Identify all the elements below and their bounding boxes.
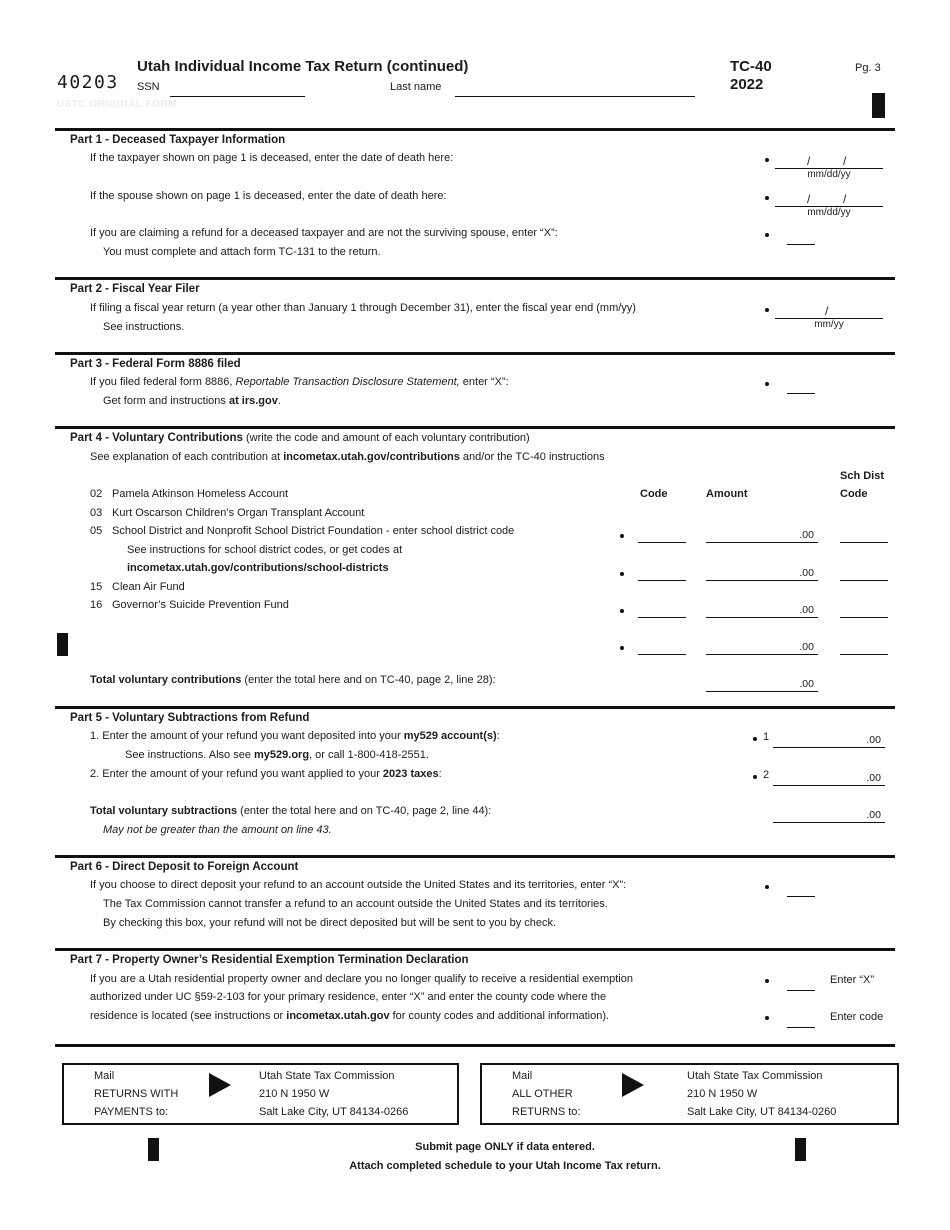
column-header-code: Code [640, 488, 668, 500]
registration-mark [872, 93, 885, 118]
field-bullet [765, 196, 769, 200]
footer-line2: Attach completed schedule to your Utah Income Tax return. [349, 1160, 661, 1172]
date-separator: / [825, 304, 829, 318]
part6-title: Part 6 - Direct Deposit to Foreign Account [70, 861, 299, 873]
part7-line1: If you are a Utah residential property owner and declare you no longer qualify to receive a residential exemption [90, 973, 633, 985]
mail-payments-box [62, 1063, 459, 1125]
section-divider [55, 128, 895, 131]
field-bullet [753, 775, 757, 779]
ssn-label: SSN [137, 81, 160, 93]
field-bullet [765, 979, 769, 983]
cents-placeholder: .00 [866, 734, 881, 746]
section-divider [55, 277, 895, 280]
mail-label: Mail [512, 1070, 533, 1082]
part4-title: Part 4 - Voluntary Contributions (write the code and amount of each voluntary contribution) [70, 432, 530, 444]
mail-label: RETURNS WITH [94, 1088, 179, 1100]
field-bullet [753, 737, 757, 741]
mail-address: 210 N 1950 W [687, 1088, 758, 1100]
contribution-schdist-field[interactable] [840, 638, 888, 655]
cents-placeholder: .00 [866, 772, 881, 784]
contribution-item-num: 16 [90, 599, 103, 611]
field-number: 2 [763, 769, 770, 781]
field-bullet [765, 1016, 769, 1020]
date-separator: / [807, 192, 811, 206]
part1-taxpayer-line: If the taxpayer shown on page 1 is deceased, enter the date of death here: [90, 152, 454, 164]
contribution-amount-field[interactable] [706, 564, 818, 581]
field-bullet [620, 609, 624, 613]
cents-placeholder: .00 [799, 529, 814, 541]
mail-address: Salt Lake City, UT 84134-0260 [687, 1106, 837, 1118]
form8886-x-field[interactable] [787, 377, 815, 394]
mail-label: ALL OTHER [512, 1088, 573, 1100]
mail-address: 210 N 1950 W [259, 1088, 330, 1100]
last-name-input-line[interactable] [455, 80, 695, 97]
form-scanline-number: 40203 [57, 72, 119, 93]
watermark: USTC ORIGINAL FORM [57, 99, 177, 110]
cents-placeholder: .00 [799, 678, 814, 690]
foreign-account-x-field[interactable] [787, 880, 815, 897]
column-header-schdist-code: Code [840, 488, 868, 500]
part7-line3: residence is located (see instructions or incometax.utah.gov for county codes and additional information). [90, 1010, 610, 1022]
part4-item05-note2: incometax.utah.gov/contributions/school-districts [127, 562, 389, 574]
part5-line1: 1. Enter the amount of your refund you want deposited into your my529 account(s): [90, 730, 500, 742]
part6-line1: If you choose to direct deposit your refund to an account outside the United States and its territories, enter “X”: [90, 879, 627, 891]
part2-line2: See instructions. [103, 321, 185, 333]
section-divider [55, 855, 895, 858]
part5-line2: 2. Enter the amount of your refund you want applied to your 2023 taxes: [90, 768, 442, 780]
section-divider [55, 426, 895, 429]
my529-amount-field[interactable] [773, 731, 885, 748]
contribution-code-field[interactable] [638, 601, 686, 618]
cents-placeholder: .00 [799, 567, 814, 579]
deceased-refund-x-field[interactable] [787, 228, 815, 245]
contribution-amount-field[interactable] [706, 526, 818, 543]
mail-address: Utah State Tax Commission [259, 1070, 395, 1082]
section-divider [55, 352, 895, 355]
contribution-item-num: 02 [90, 488, 103, 500]
part6-line3: By checking this box, your refund will not be direct deposited but will be sent to you by check. [103, 917, 557, 929]
part2-line1: If filing a fiscal year return (a year other than January 1 through December 31), enter the fiscal year end (mm/yy) [90, 302, 636, 314]
part1-title: Part 1 - Deceased Taxpayer Information [70, 134, 286, 146]
cents-placeholder: .00 [799, 641, 814, 653]
contribution-schdist-field[interactable] [840, 601, 888, 618]
section-divider [55, 1044, 895, 1047]
field-number: 1 [763, 731, 770, 743]
contribution-code-field[interactable] [638, 638, 686, 655]
fiscal-year-end-field[interactable] [775, 302, 883, 330]
contribution-item-num: 03 [90, 507, 103, 519]
contribution-code-field[interactable] [638, 564, 686, 581]
part1-refund-line: If you are claiming a refund for a deceased taxpayer and are not the surviving spouse, enter “X”: [90, 227, 558, 239]
mail-other-returns-box [480, 1063, 899, 1125]
registration-mark [57, 633, 68, 656]
last-name-label: Last name [390, 81, 442, 93]
mail-address: Salt Lake City, UT 84134-0266 [259, 1106, 409, 1118]
date-separator: / [843, 154, 847, 168]
contribution-item-label: Pamela Atkinson Homeless Account [112, 488, 289, 500]
contribution-schdist-field[interactable] [840, 564, 888, 581]
part1-spouse-line: If the spouse shown on page 1 is deceased, enter the date of death here: [90, 190, 447, 202]
contribution-item-num: 05 [90, 525, 103, 537]
contribution-item-num: 15 [90, 581, 103, 593]
part5-line1-note: See instructions. Also see my529.org, or call 1-800-418-2551. [125, 749, 429, 761]
field-bullet [765, 308, 769, 312]
date-separator: / [843, 192, 847, 206]
part3-title: Part 3 - Federal Form 8886 filed [70, 358, 241, 370]
section-divider [55, 948, 895, 951]
part4-total-line: Total voluntary contributions (enter the total here and on TC-40, page 2, line 28): [90, 674, 496, 686]
cents-placeholder: .00 [866, 809, 881, 821]
form-code: TC-40 [730, 58, 772, 75]
contribution-amount-field[interactable] [706, 638, 818, 655]
part7-line2: authorized under UC §59-2-103 for your primary residence, enter “X” and enter the county code where the [90, 991, 607, 1003]
part4-intro: See explanation of each contribution at incometax.utah.gov/contributions and/or the TC-40 instructions [90, 451, 605, 463]
mail-address: Utah State Tax Commission [687, 1070, 823, 1082]
part2-title: Part 2 - Fiscal Year Filer [70, 283, 200, 295]
contribution-item-label: Kurt Oscarson Children’s Organ Transplant Account [112, 507, 365, 519]
enter-code-label: Enter code [830, 1011, 884, 1023]
column-header-schdist: Sch Dist [840, 470, 885, 482]
ssn-input-line[interactable] [170, 80, 305, 97]
field-bullet [765, 158, 769, 162]
part5-total-note: May not be greater than the amount on line 43. [103, 824, 332, 836]
contribution-item-label: Governor’s Suicide Prevention Fund [112, 599, 289, 611]
field-bullet [765, 233, 769, 237]
page-title: Utah Individual Income Tax Return (continued) [137, 58, 469, 75]
part7-title: Part 7 - Property Owner’s Residential Exemption Termination Declaration [70, 954, 469, 966]
contribution-schdist-field[interactable] [840, 526, 888, 543]
date-format-hint: mm/dd/yy [807, 169, 851, 180]
date-separator: / [807, 154, 811, 168]
taxpayer-death-date-field[interactable] [775, 152, 883, 180]
enter-x-label: Enter “X” [830, 974, 875, 986]
mail-label: PAYMENTS to: [94, 1106, 169, 1118]
mail-label: Mail [94, 1070, 115, 1082]
form-year: 2022 [730, 76, 764, 93]
total-subtractions-field[interactable] [773, 806, 885, 823]
date-format-hint: mm/dd/yy [807, 207, 851, 218]
part4-item05-note1: See instructions for school district codes, or get codes at [127, 544, 403, 556]
arrow-right-icon [622, 1073, 644, 1097]
field-bullet [620, 646, 624, 650]
total-contributions-field[interactable] [706, 675, 818, 692]
part1-refund-note: You must complete and attach form TC-131 to the return. [103, 246, 381, 258]
exemption-x-field[interactable] [787, 974, 815, 991]
part5-total-line: Total voluntary subtractions (enter the total here and on TC-40, page 2, line 44): [90, 805, 492, 817]
part3-line2: Get form and instructions at irs.gov. [103, 395, 281, 407]
contribution-item-label: School District and Nonprofit School District Foundation - enter school district code [112, 525, 515, 537]
part6-line2: The Tax Commission cannot transfer a refund to an account outside the United States and its territories. [103, 898, 608, 910]
footer-line1: Submit page ONLY if data entered. [415, 1141, 595, 1153]
arrow-right-icon [209, 1073, 231, 1097]
spouse-death-date-field[interactable] [775, 190, 883, 218]
field-bullet [620, 534, 624, 538]
field-bullet [765, 885, 769, 889]
part5-title: Part 5 - Voluntary Subtractions from Refund [70, 712, 310, 724]
mail-label: RETURNS to: [512, 1106, 581, 1118]
column-header-amount: Amount [706, 488, 748, 500]
field-bullet [620, 572, 624, 576]
date-format-hint: mm/yy [814, 319, 844, 330]
contribution-code-field[interactable] [638, 526, 686, 543]
part3-line1: If you filed federal form 8886, Reportable Transaction Disclosure Statement, enter “X”: [90, 376, 509, 388]
section-divider [55, 706, 895, 709]
contribution-item-label: Clean Air Fund [112, 581, 185, 593]
contribution-amount-field[interactable] [706, 601, 818, 618]
cents-placeholder: .00 [799, 604, 814, 616]
applied-to-next-year-field[interactable] [773, 769, 885, 786]
county-code-field[interactable] [787, 1011, 815, 1028]
field-bullet [765, 382, 769, 386]
page-number: Pg. 3 [855, 62, 881, 74]
